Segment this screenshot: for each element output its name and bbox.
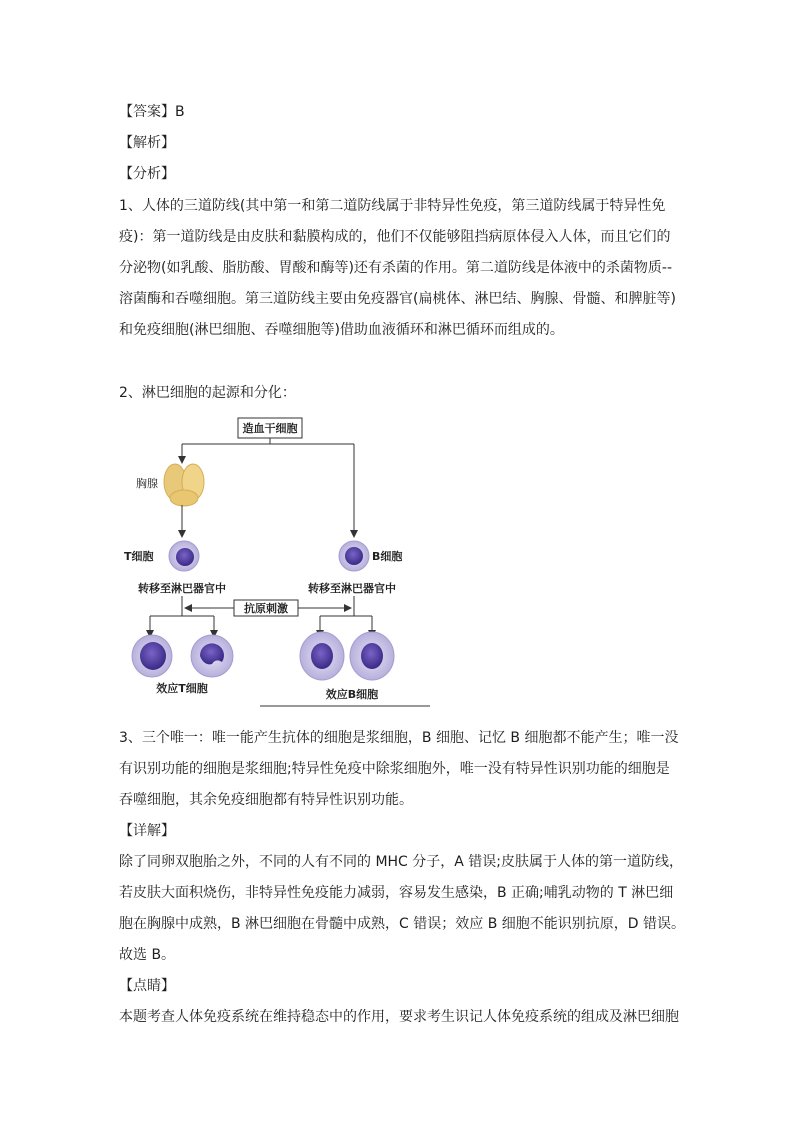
effector-b-label: 效应B细胞 <box>325 688 379 701</box>
effector-t-cell <box>132 635 172 677</box>
detail-line: 除了同卵双胞胎之外，不同的人有不同的 MHC 分子，A 错误;皮肤属于人体的第一道防线， <box>119 854 684 870</box>
point1-line: 疫)：第一道防线是由皮肤和黏膜构成的，他们不仅能够阻挡病原体侵入人体，而且它们的 <box>119 229 671 245</box>
lymphocyte-diagram <box>120 410 430 710</box>
thymus-organ <box>164 464 204 506</box>
detail-line: 若皮肤大面积烧伤，非特异性免疫能力减弱，容易发生感染，B 正确;哺乳动物的 T 淋巴细 <box>119 885 674 901</box>
t-cell <box>169 541 199 571</box>
point3-line: 3、三个唯一：唯一能产生抗体的细胞是浆细胞，B 细胞、记忆 B 细胞都不能产生；唯一没 <box>119 730 679 746</box>
detail-line: 故选 B。 <box>119 947 176 963</box>
b-cell <box>339 541 369 571</box>
point1-line: 1、人体的三道防线(其中第一和第二道防线属于非特异性免疫，第三道防线属于特异性免 <box>119 198 666 214</box>
t-cell-label: T细胞 <box>124 550 154 563</box>
analysis-heading: 【解析】 <box>119 135 175 151</box>
point1-line: 和免疫细胞(淋巴细胞、吞噬细胞等)借助血液循环和淋巴循环而组成的。 <box>119 322 564 338</box>
thymus-label: 胸腺 <box>136 477 158 490</box>
point3-line: 吞噬细胞，其余免疫细胞都有特异性识别功能。 <box>119 792 413 808</box>
effector-t-label: 效应T细胞 <box>156 682 208 695</box>
transfer-left-label: 转移至淋巴器官中 <box>138 582 226 595</box>
effector-t-cell <box>191 635 233 677</box>
stem-cell-label: 造血干细胞 <box>242 422 298 435</box>
answer-heading: 【答案】B <box>119 104 185 120</box>
b-cell-label: B细胞 <box>372 550 403 563</box>
point1-line: 溶菌酶和吞噬细胞。第三道防线主要由免疫器官(扁桃体、淋巴结、胸腺、骨髓、和脾脏等) <box>119 291 676 307</box>
comment-heading: 【点睛】 <box>119 978 175 994</box>
transfer-right-label: 转移至淋巴器官中 <box>308 582 396 595</box>
effector-b-cell <box>350 632 394 680</box>
detail-line: 胞在胸腺中成熟，B 淋巴细胞在骨髓中成熟，C 错误；效应 B 细胞不能识别抗原，D 错误。 <box>119 916 686 932</box>
point2-heading: 2、淋巴细胞的起源和分化： <box>119 385 296 401</box>
effector-b-cell <box>300 632 344 680</box>
comment-line: 本题考查人体免疫系统在维持稳态中的作用，要求考生识记人体免疫系统的组成及淋巴细胞 <box>119 1009 679 1025</box>
point1-line: 分泌物(如乳酸、脂肪酸、胃酸和酶等)还有杀菌的作用。第二道防线是体液中的杀菌物质-- <box>119 260 673 276</box>
antigen-label: 抗原刺激 <box>244 602 288 615</box>
point3-line: 有识别功能的细胞是浆细胞;特异性免疫中除浆细胞外，唯一没有特异性识别功能的细胞是 <box>119 761 670 777</box>
detail-heading: 【详解】 <box>119 823 175 839</box>
fenxi-heading: 【分析】 <box>119 166 175 182</box>
